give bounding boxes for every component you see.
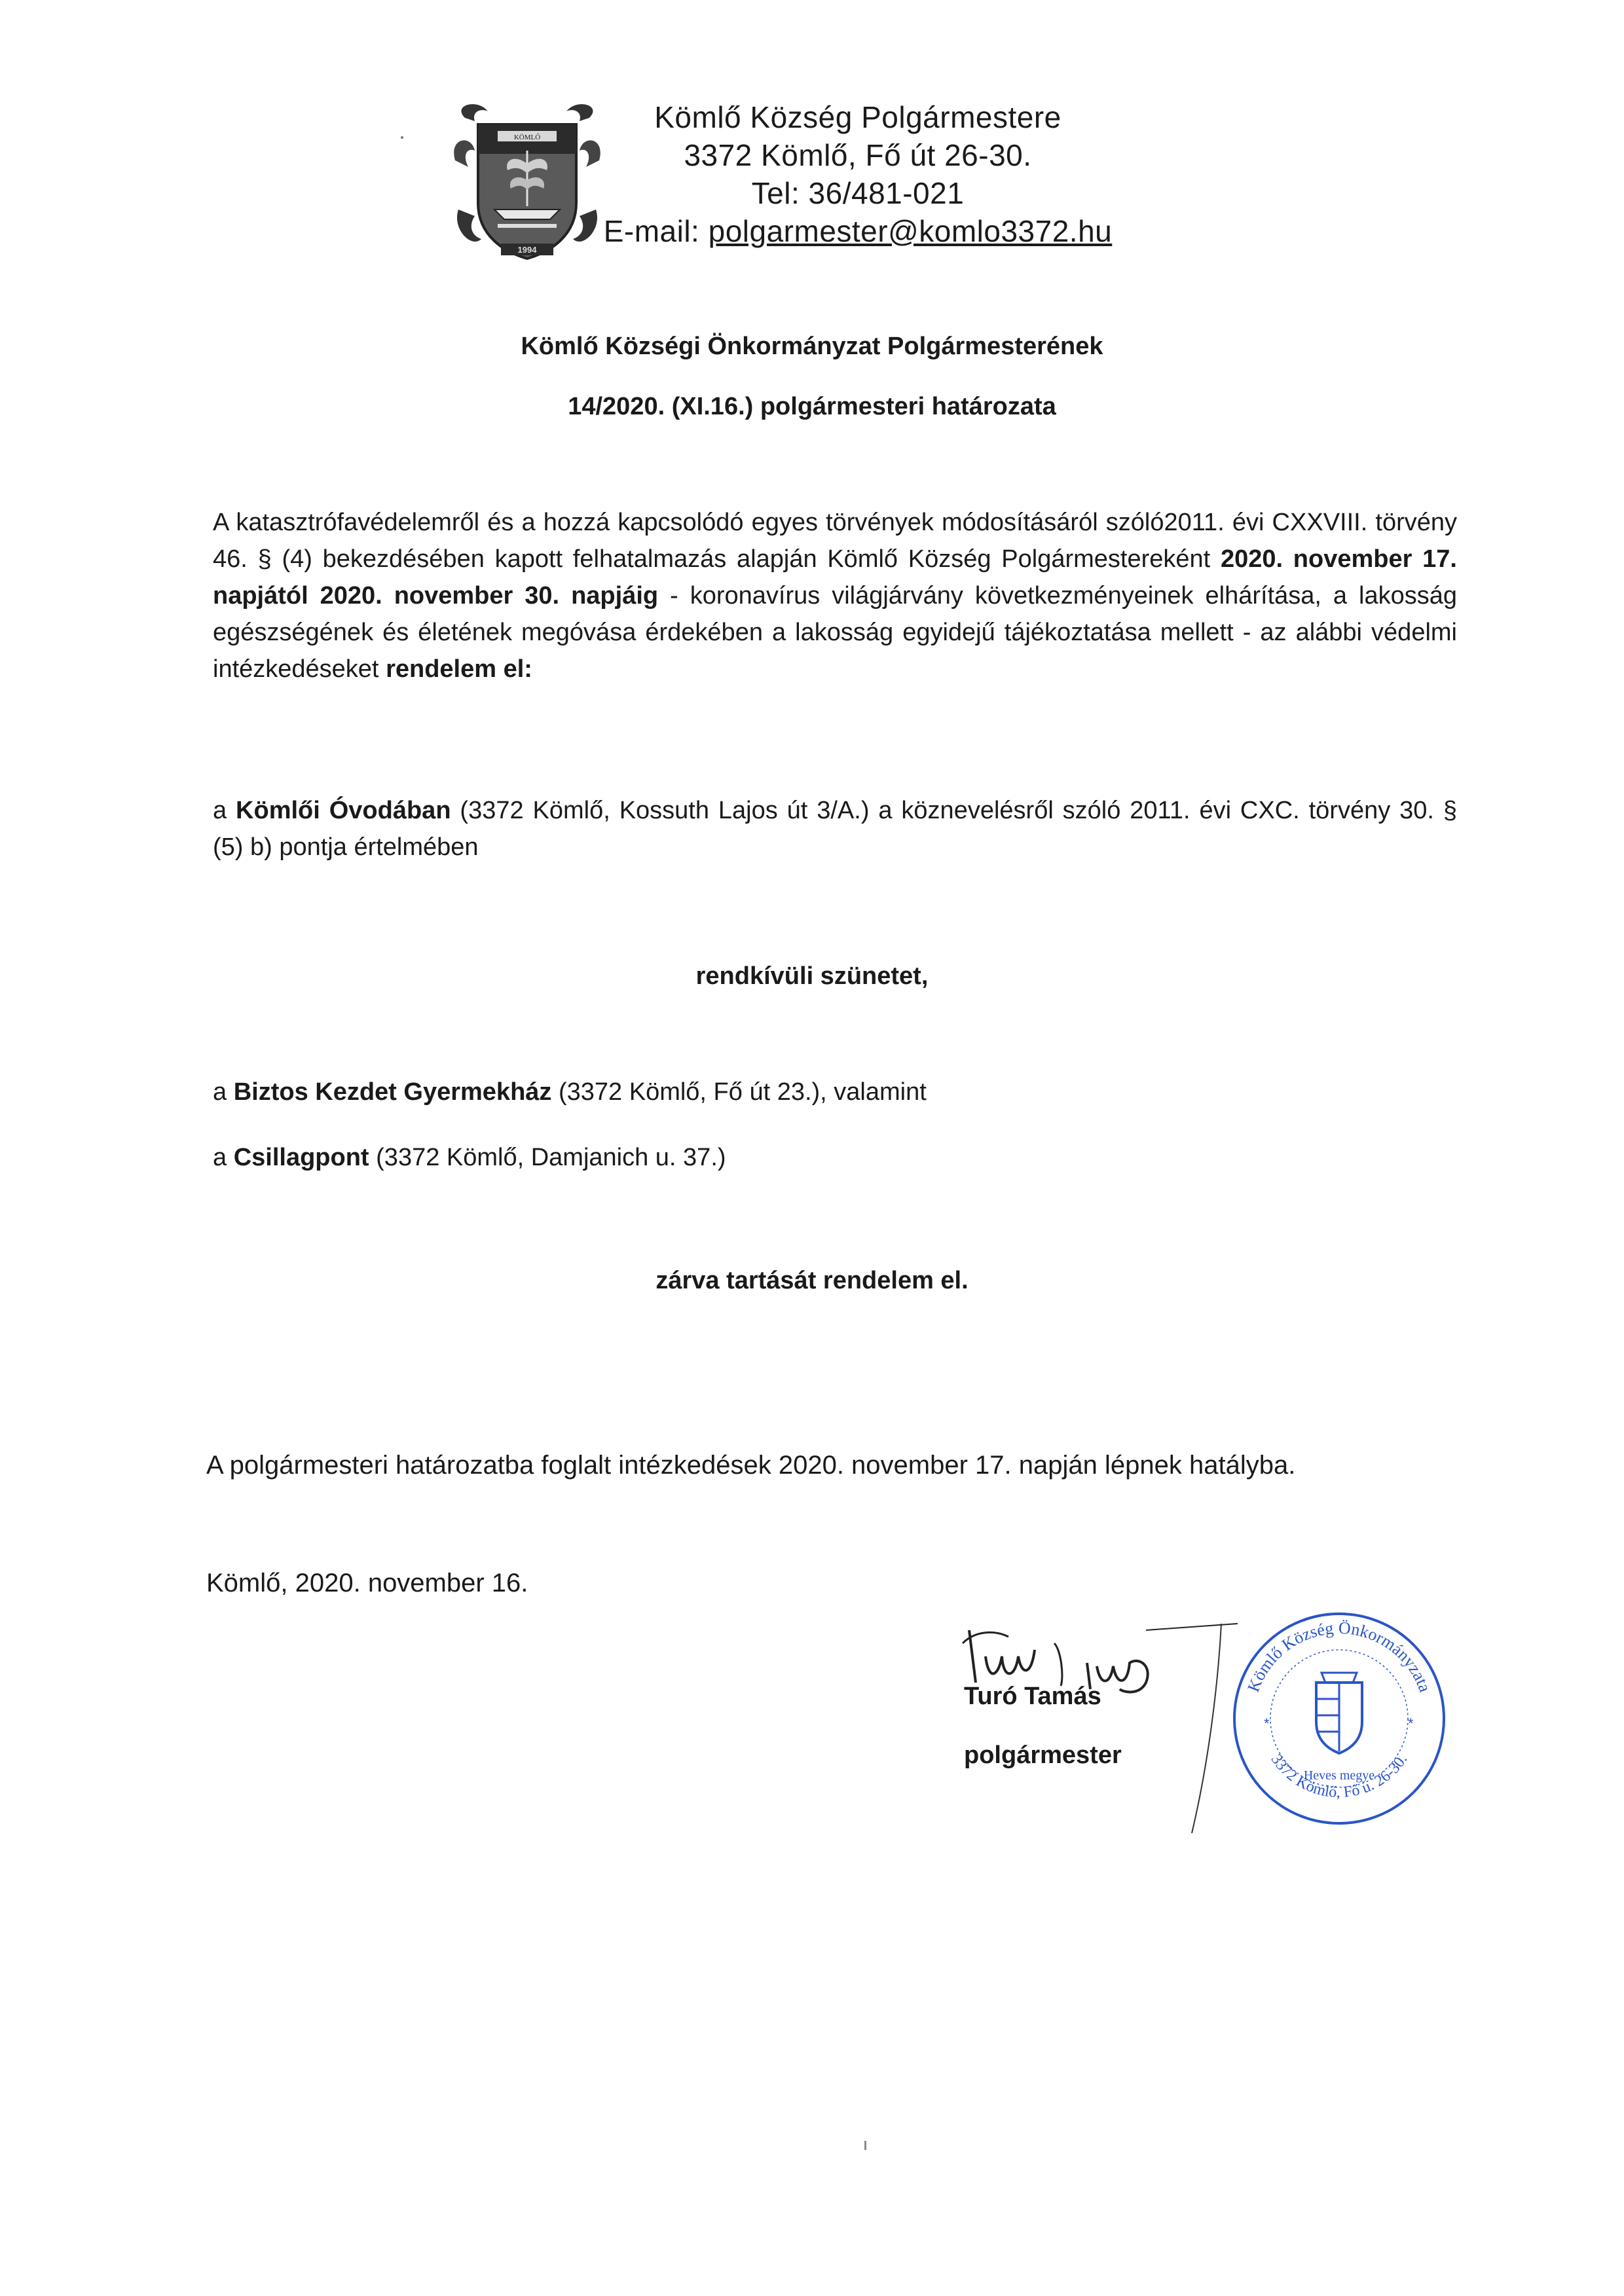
p3-text-2: (3372 Kömlő, Fő út 23.), valamint	[551, 1078, 927, 1106]
intro-text-2: - koronavírus világjárvány következményeinek elhárítása, a lakosság egészségének és életének megóvása érdekében a lakosság egyidejű tájékoztatása mellett - az alábbi védelmi intézkedéseket	[213, 582, 1458, 683]
kindergarten-paragraph	[213, 792, 1457, 866]
p3-text-1: a	[213, 1078, 234, 1106]
p4-text-1: a	[213, 1144, 234, 1171]
p4-text-2: (3372 Kömlő, Damjanich u. 37.)	[369, 1144, 726, 1171]
stamp-coat-of-arms-icon	[1316, 1673, 1362, 1753]
letterhead-email-line	[602, 212, 1113, 250]
document-subtitle: 14/2020. (XI.16.) polgármesteri határozata	[568, 393, 1056, 420]
extraordinary-break: rendkívüli szünetet,	[695, 962, 929, 990]
childrens-house-line	[213, 1074, 927, 1110]
intro-text-1: A katasztrófavédelemről és a hozzá kapcsolódó egyes törvények módosításáról szóló2011. évi CXXVIII. törvény 46. § (4) bekezdésében kapott felhatalmazás alapján Kömlő Község Polgármestereként	[213, 509, 1457, 573]
document-title: Kömlő Községi Önkormányzat Polgármesterének	[521, 333, 1103, 360]
crest-year-text: 1994	[517, 245, 537, 255]
scan-speck	[864, 2141, 866, 2150]
stamp-bottom-text: 3372 Kömlő, Fő u. 26-30.	[1267, 1751, 1411, 1802]
p2-text-2: (3372 Kömlő, Kossuth Lajos út 3/A.) a köznevelésről szóló 2011. évi CXC. törvény 30. § (5) b) pontja értelmében	[213, 797, 1457, 861]
stamp-county-text: Heves megye	[1303, 1768, 1375, 1783]
csillagpont-line	[213, 1139, 726, 1176]
signatory-role: polgármester	[964, 1741, 1122, 1769]
intro-date-range: 2020. november 17. napjától 2020. november 30. napjáig	[213, 545, 1457, 610]
p2-text-1: a	[213, 797, 236, 824]
letterhead-phone: Tel: 36/481-021	[751, 176, 965, 210]
email-label: E-mail:	[603, 214, 709, 248]
place-date: Kömlő, 2020. november 16.	[206, 1569, 528, 1597]
email-link[interactable]: polgarmester@komlo3372.hu	[708, 214, 1113, 248]
closure-decree: zárva tartását rendelem el.	[655, 1267, 969, 1294]
effective-date-paragraph: A polgármesteri határozatba foglalt intézkedések 2020. november 17. napján lépnek hatályba.	[206, 1451, 1296, 1480]
letterhead-address: 3372 Kömlő, Fő út 26-30.	[684, 138, 1032, 172]
csillagpont-name: Csillagpont	[233, 1144, 369, 1171]
intro-paragraph	[213, 504, 1457, 687]
stamp-star-icon: *	[1408, 1715, 1414, 1732]
letterhead-title: Kömlő Község Polgármestere	[654, 100, 1061, 134]
crest-banner-text: KÖMLŐ	[513, 134, 541, 141]
signatory-name: Turó Tamás	[964, 1683, 1101, 1710]
kindergarten-name: Kömlői Óvodában	[236, 797, 451, 824]
official-stamp	[1225, 1604, 1454, 1833]
childrens-house-name: Biztos Kezdet Gyermekház	[233, 1078, 552, 1106]
stamp-top-text: Kömlő Község Önkormányzata	[1244, 1618, 1435, 1695]
scan-speck	[401, 136, 403, 139]
intro-decree: rendelem el:	[386, 655, 532, 683]
stamp-star-icon: *	[1264, 1715, 1270, 1732]
crest-logo	[452, 98, 602, 268]
signature-vertical-line	[1189, 1620, 1228, 1836]
letterhead	[602, 98, 1113, 250]
